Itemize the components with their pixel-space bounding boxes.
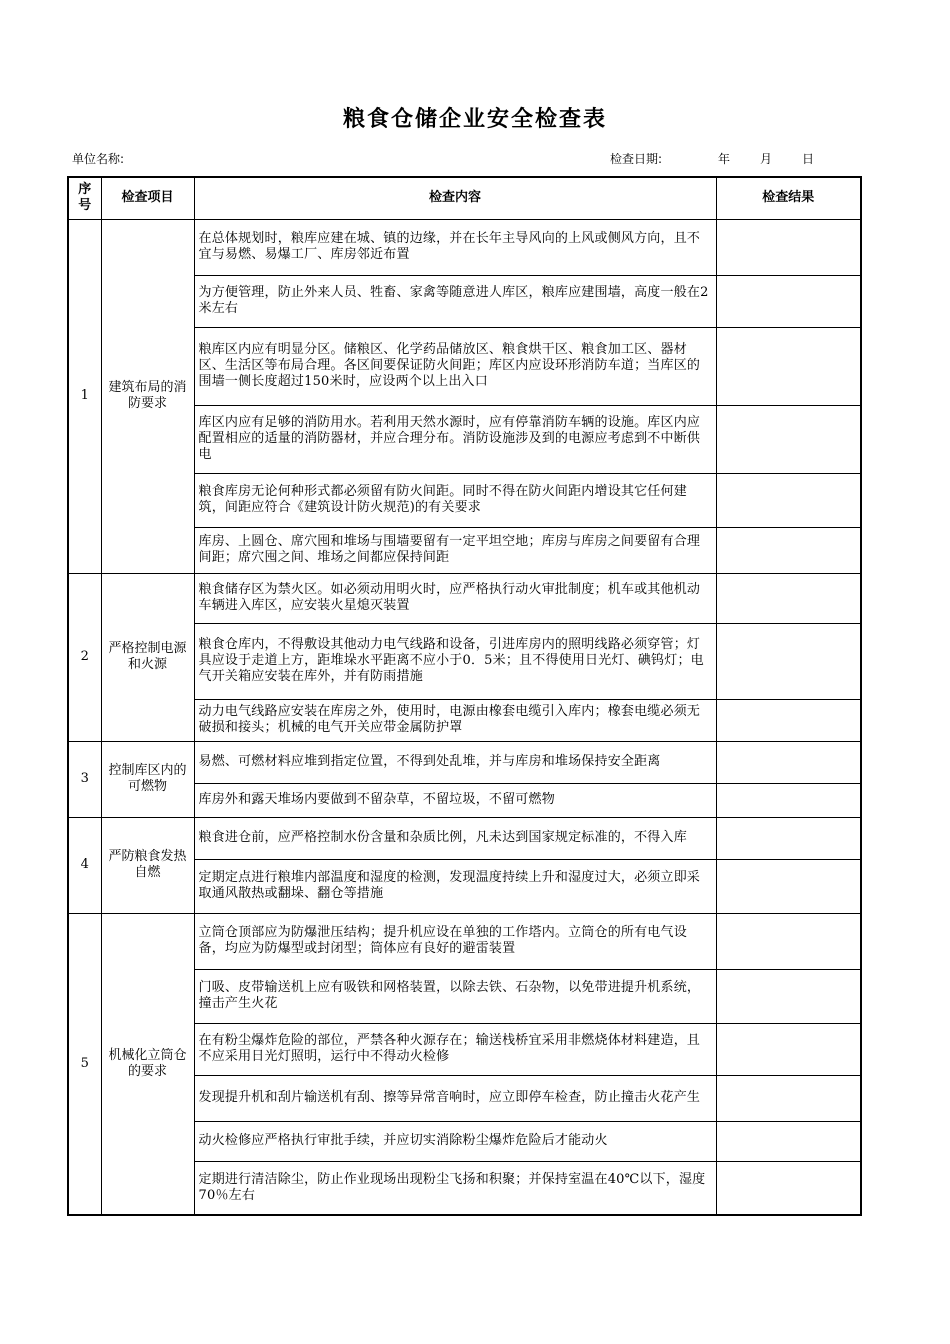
date-fields <box>718 150 814 168</box>
section-no: 1 <box>68 219 101 573</box>
section-item: 建筑布局的消防要求 <box>101 219 194 573</box>
result-cell[interactable] <box>716 817 861 859</box>
check-content: 定期定点进行粮堆内部温度和湿度的检测，发现温度持续上升和湿度过大，必须立即采取通风散热或翻垛、翻仓等措施 <box>194 859 716 913</box>
check-content: 库房、上圆仓、席穴囤和堆场与围墙要留有一定平坦空地；库房与库房之间要留有合理间距；席穴囤之间、堆场之间都应保持间距 <box>194 527 716 573</box>
year-label: 年 <box>718 152 731 166</box>
check-content: 易燃、可燃材料应堆到指定位置，不得到处乱堆，并与库房和堆场保持安全距离 <box>194 741 716 783</box>
header-result: 检查结果 <box>716 177 861 219</box>
result-cell[interactable] <box>716 327 861 405</box>
table-row <box>68 573 861 623</box>
result-cell[interactable] <box>716 1023 861 1075</box>
result-cell[interactable] <box>716 405 861 473</box>
section-no: 4 <box>68 817 101 913</box>
unit-name-label: 单位名称: <box>72 152 125 166</box>
result-cell[interactable] <box>716 1161 861 1215</box>
section-item: 严格控制电源和火源 <box>101 573 194 741</box>
table-row <box>68 219 861 275</box>
table-row <box>68 817 861 859</box>
result-cell[interactable] <box>716 527 861 573</box>
check-content: 立筒仓顶部应为防爆泄压结构；提升机应设在单独的工作塔内。立筒仓的所有电气设备，均应为防爆型或封闭型；筒体应有良好的避雷装置 <box>194 913 716 969</box>
result-cell[interactable] <box>716 913 861 969</box>
result-cell[interactable] <box>716 1075 861 1121</box>
result-cell[interactable] <box>716 741 861 783</box>
check-content: 在有粉尘爆炸危险的部位，严禁各种火源存在；输送栈桥宜采用非燃烧体材料建造，且不应采用日光灯照明，运行中不得动火检修 <box>194 1023 716 1075</box>
check-content: 粮食库房无论何种形式都必须留有防火间距。同时不得在防火间距内增设其它任何建筑，间距应符合《建筑设计防火规范)的有关要求 <box>194 473 716 527</box>
table-row <box>68 741 861 783</box>
inspection-table <box>67 176 862 1216</box>
result-cell[interactable] <box>716 1121 861 1161</box>
check-content: 动力电气线路应安装在库房之外，使用时，电源由橡套电缆引入库内；橡套电缆必须无破损和接头；机械的电气开关应带金属防护罩 <box>194 699 716 741</box>
result-cell[interactable] <box>716 969 861 1023</box>
page-title: 粮食仓储企业安全检查表 <box>342 107 607 132</box>
result-cell[interactable] <box>716 275 861 327</box>
section-item: 严防粮食发热自燃 <box>101 817 194 913</box>
table-row <box>68 913 861 969</box>
check-content: 库区内应有足够的消防用水。若利用天然水源时，应有停靠消防车辆的设施。库区内应配置相应的适量的消防器材，并应合理分布。消防设施涉及到的电源应考虑到不中断供电 <box>194 405 716 473</box>
result-cell[interactable] <box>716 573 861 623</box>
check-content: 发现提升机和刮片输送机有刮、擦等异常音响时，应立即停车检查，防止撞击火花产生 <box>194 1075 716 1121</box>
check-content: 为方便管理，防止外来人员、牲畜、家禽等随意进人库区，粮库应建围墙，高度一般在2米左右 <box>194 275 716 327</box>
table-header-row <box>68 177 861 219</box>
check-content: 粮食进仓前，应严格控制水份含量和杂质比例，凡未达到国家规定标准的，不得入库 <box>194 817 716 859</box>
result-cell[interactable] <box>716 473 861 527</box>
header-no: 序号 <box>68 177 101 219</box>
section-no: 5 <box>68 913 101 1215</box>
check-content: 定期进行清洁除尘，防止作业现场出现粉尘飞扬和积聚；并保持室温在40℃以下，湿度70％左右 <box>194 1161 716 1215</box>
header-content: 检查内容 <box>194 177 716 219</box>
check-content: 库房外和露天堆场内要做到不留杂草，不留垃圾，不留可燃物 <box>194 783 716 817</box>
section-item: 机械化立筒仓的要求 <box>101 913 194 1215</box>
header-item: 检查项目 <box>101 177 194 219</box>
section-no: 2 <box>68 573 101 741</box>
month-label: 月 <box>760 152 773 166</box>
result-cell[interactable] <box>716 699 861 741</box>
check-content: 粮库区内应有明显分区。储粮区、化学药品储放区、粮食烘干区、粮食加工区、器材区、生活区等布局合理。各区间要保证防火间距；库区内应设环形消防车道；当库区的围墙一侧长度超过150米时，应设两个以上出入口 <box>194 327 716 405</box>
check-content: 门吸、皮带输送机上应有吸铁和网格装置，以除去铁、石杂物，以免带进提升机系统，撞击产生火花 <box>194 969 716 1023</box>
section-no: 3 <box>68 741 101 817</box>
day-label: 日 <box>802 152 815 166</box>
result-cell[interactable] <box>716 219 861 275</box>
result-cell[interactable] <box>716 623 861 699</box>
check-content: 在总体规划时，粮库应建在城、镇的边缘，并在长年主导风向的上风或侧风方向，且不宜与易燃、易爆工厂、库房邻近布置 <box>194 219 716 275</box>
check-date-label: 检查日期: <box>610 152 663 166</box>
result-cell[interactable] <box>716 783 861 817</box>
check-content: 粮食储存区为禁火区。如必须动用明火时，应严格执行动火审批制度；机车或其他机动车辆进入库区，应安装火星熄灭装置 <box>194 573 716 623</box>
check-content: 粮食仓库内，不得敷设其他动力电气线路和设备，引进库房内的照明线路必须穿管；灯具应设于走道上方，距堆垛水平距离不应小于0．5米；且不得使用日光灯、碘钨灯；电气开关箱应安装在库外，并有防雨措施 <box>194 623 716 699</box>
result-cell[interactable] <box>716 859 861 913</box>
section-item: 控制库区内的可燃物 <box>101 741 194 817</box>
check-content: 动火检修应严格执行审批手续，并应切实消除粉尘爆炸危险后才能动火 <box>194 1121 716 1161</box>
